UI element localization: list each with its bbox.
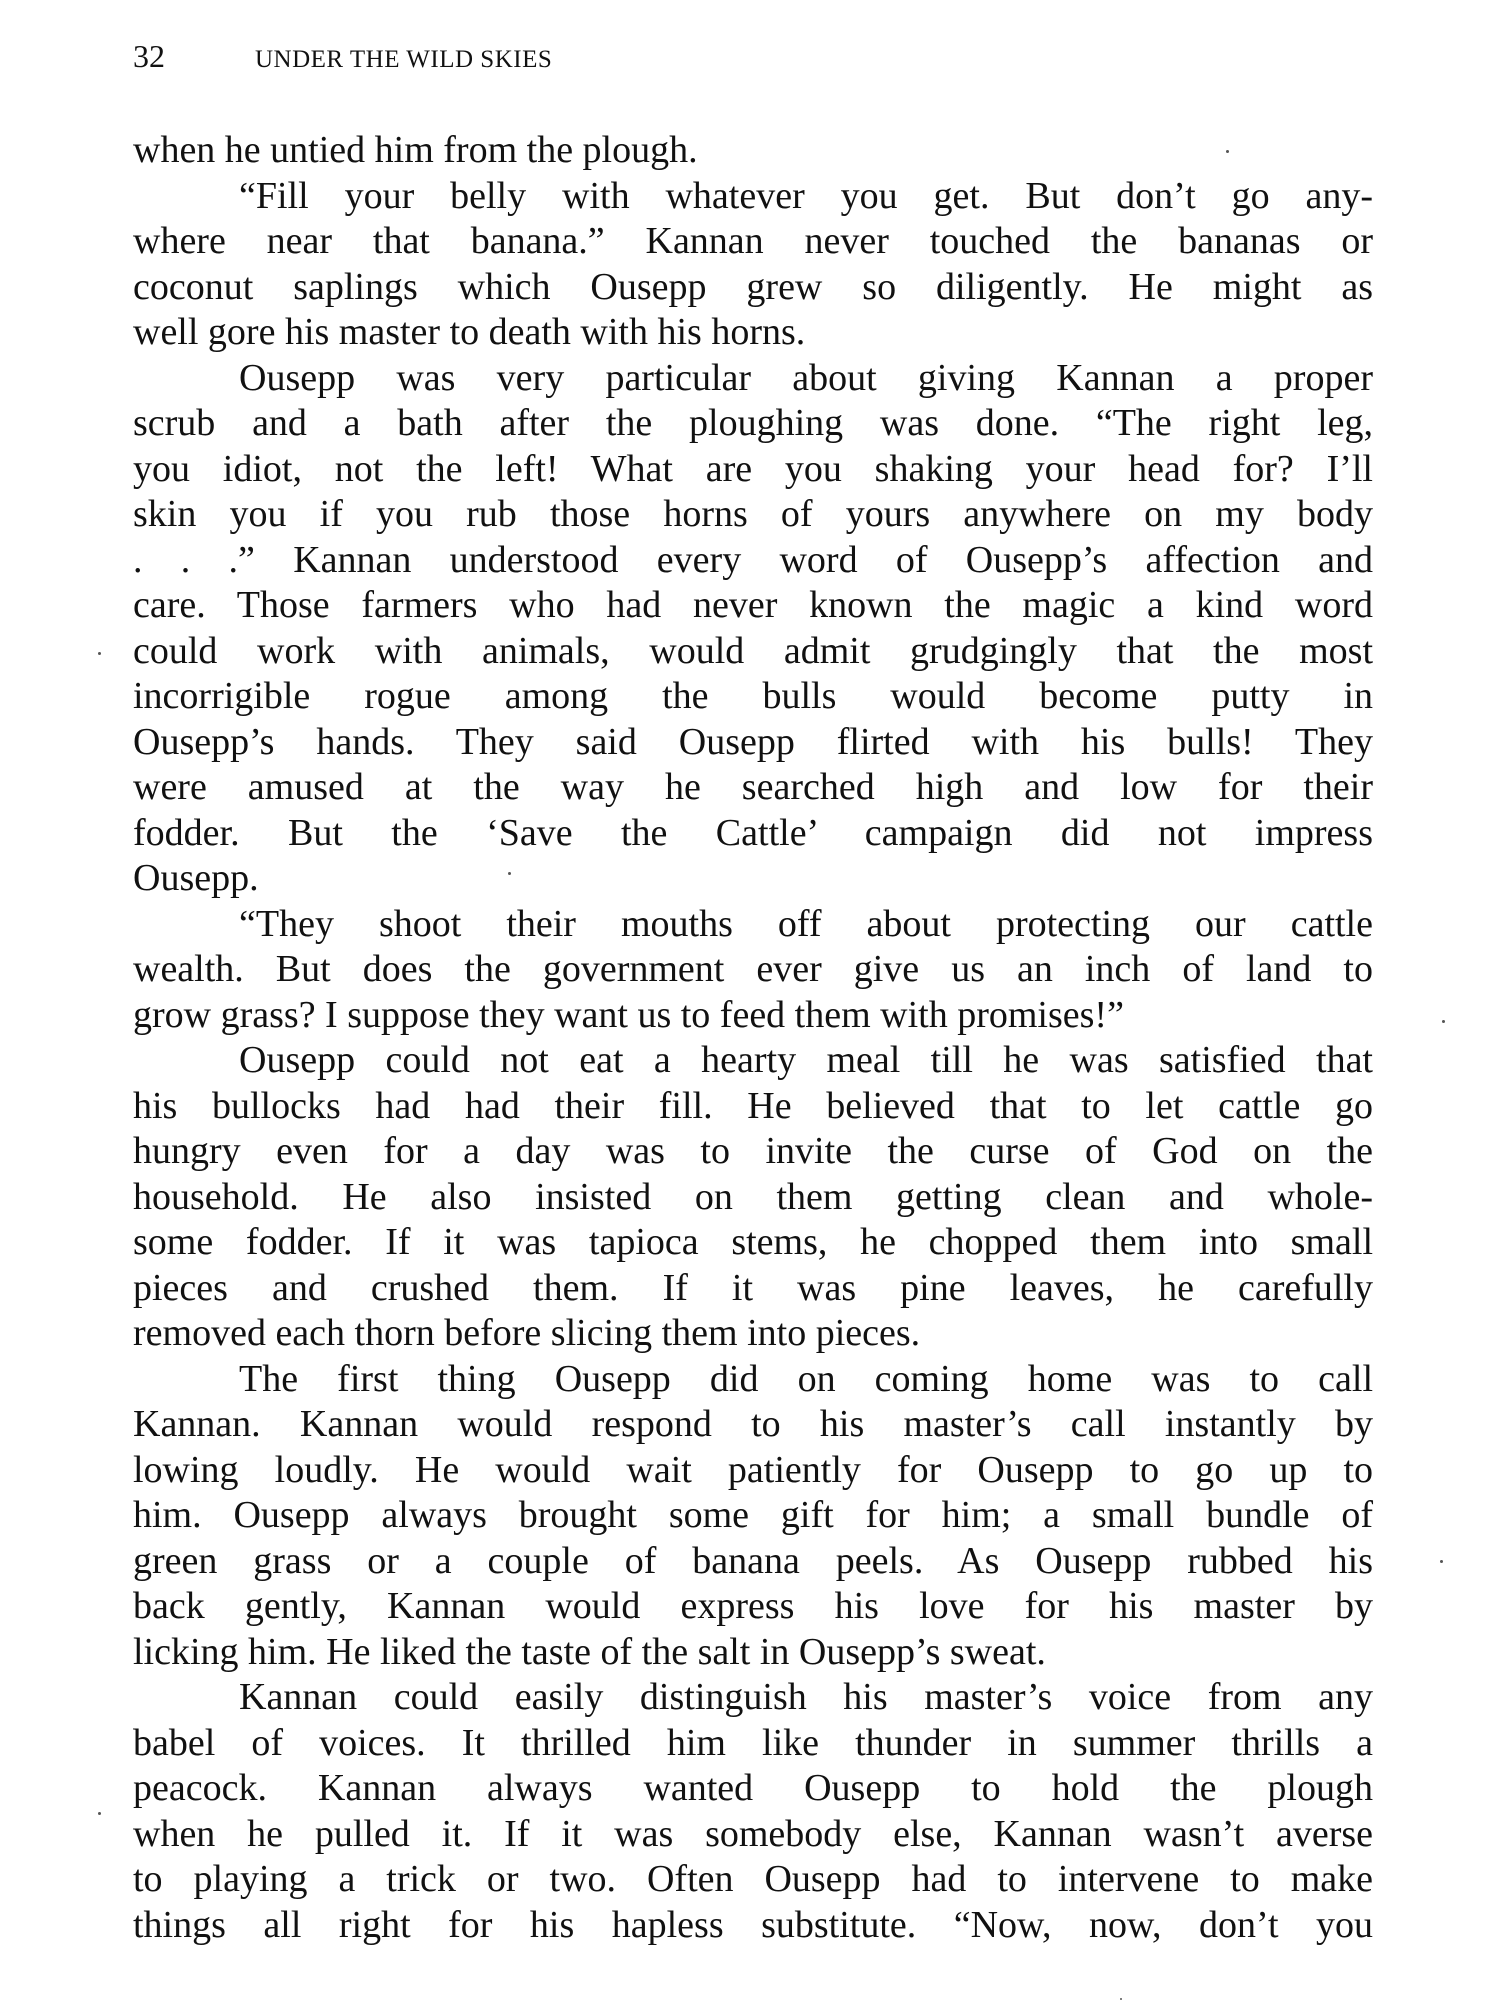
text-line: when he untied him from the plough. [133, 129, 698, 171]
text-line: scrub and a bath after the ploughing was done. “The right leg, [133, 402, 1373, 444]
text-line: Ousepp’s hands. They said Ousepp flirted with his bulls! They [133, 720, 1373, 763]
text-line: his bullocks had had their fill. He believed that to let cattle go [133, 1084, 1373, 1127]
text-line: some fodder. If it was tapioca stems, he chopped them into small [133, 1221, 1373, 1263]
text-line: could work with animals, would admit grudgingly that the most [133, 629, 1373, 672]
scan-speck [1440, 1560, 1443, 1563]
text-line: fodder. But the ‘Save the Cattle’ campaign did not impress [133, 811, 1373, 854]
book-title: UNDER THE WILD SKIES [255, 46, 553, 73]
text-line: hungry even for a day was to invite the curse of God on the [133, 1130, 1373, 1172]
text-line: pieces and crushed them. If it was pine leaves, he carefully [133, 1266, 1373, 1309]
text-line: peacock. Kannan always wanted Ousepp to hold the plough [133, 1767, 1373, 1809]
text-line: The first thing Ousepp did on coming home was to call [239, 1357, 1373, 1400]
text-line: back gently, Kannan would express his love for his master by [133, 1585, 1373, 1627]
text-line: were amused at the way he searched high and low for their [133, 766, 1373, 808]
text-line: lowing loudly. He would wait patiently for Ousepp to go up to [133, 1448, 1373, 1491]
text-line: where near that banana.” Kannan never touched the bananas or [133, 220, 1373, 262]
scan-speck [1226, 150, 1229, 153]
running-head [133, 38, 552, 88]
text-line: Ousepp could not eat a hearty meal till he was satisfied that [239, 1039, 1373, 1081]
text-line: when he pulled it. If it was somebody else, Kannan wasn’t averse [133, 1812, 1373, 1855]
text-line: licking him. He liked the taste of the salt in Ousepp’s sweat. [133, 1630, 1046, 1673]
text-line: grow grass? I suppose they want us to feed them with promises!” [133, 993, 1124, 1036]
text-line: Ousepp was very particular about giving Kannan a proper [239, 356, 1373, 399]
text-line: babel of voices. It thrilled him like thunder in summer thrills a [133, 1721, 1373, 1764]
text-line: green grass or a couple of banana peels. As Ousepp rubbed his [133, 1539, 1373, 1582]
text-line: things all right for his hapless substitute. “Now, now, don’t you [133, 1903, 1373, 1946]
scan-speck [1442, 1020, 1445, 1023]
scan-speck [98, 1812, 101, 1815]
text-line: him. Ousepp always brought some gift for him; a small bundle of [133, 1494, 1373, 1536]
scan-speck [98, 652, 101, 655]
text-line: care. Those farmers who had never known the magic a kind word [133, 584, 1373, 626]
text-line: Ousepp. [133, 857, 259, 899]
text-line: Kannan. Kannan would respond to his master’s call instantly by [133, 1403, 1373, 1445]
text-line: incorrigible rogue among the bulls would become putty in [133, 675, 1373, 717]
text-line: well gore his master to death with his horns. [133, 311, 806, 353]
text-line: “They shoot their mouths off about protecting our cattle [239, 902, 1373, 945]
text-line: wealth. But does the government ever give us an inch of land to [133, 948, 1373, 990]
text-line: removed each thorn before slicing them into pieces. [133, 1312, 921, 1354]
text-line: household. He also insisted on them getting clean and whole- [133, 1175, 1373, 1218]
text-line: Kannan could easily distinguish his master’s voice from any [239, 1676, 1373, 1718]
text-line: skin you if you rub those horns of yours anywhere on my body [133, 493, 1373, 535]
text-line: . . .” Kannan understood every word of Ousepp’s affection and [133, 538, 1373, 581]
text-line: coconut saplings which Ousepp grew so diligently. He might as [133, 265, 1373, 308]
text-line: “Fill your belly with whatever you get. But don’t go any- [239, 174, 1373, 217]
body-text [133, 128, 1373, 1948]
page-number: 32 [133, 38, 165, 74]
text-line: you idiot, not the left! What are you shaking your head for? I’ll [133, 447, 1373, 490]
text-line: to playing a trick or two. Often Ousepp had to intervene to make [133, 1858, 1373, 1900]
scan-speck [508, 872, 511, 875]
